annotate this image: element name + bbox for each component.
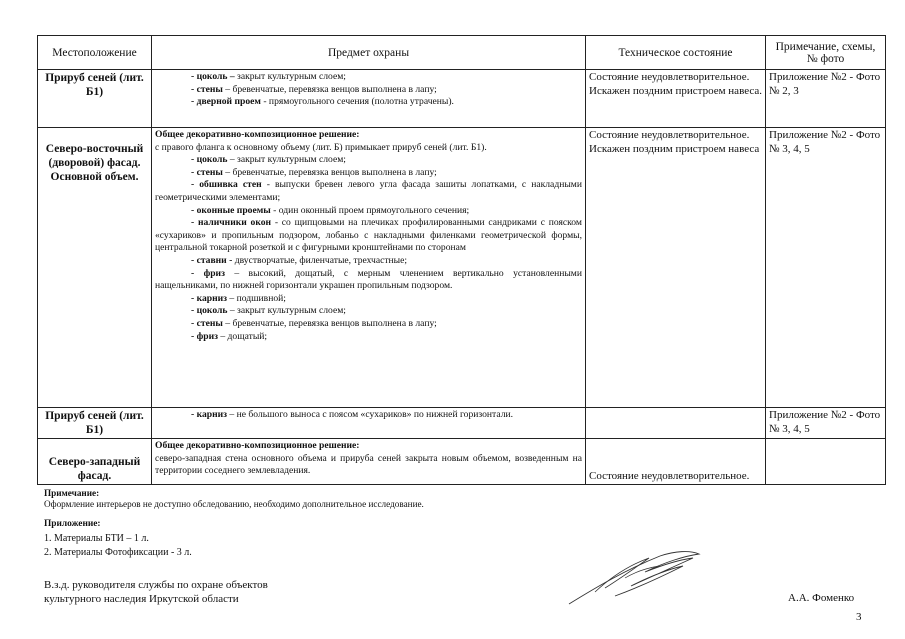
subject-term: - наличники окон — [191, 217, 272, 229]
subject-line — [155, 331, 582, 344]
handwritten-signature — [565, 548, 705, 608]
subject-text: - выпуски бревен левого угла фасада зашиты лопатками, с накладными геометрическими элементами; — [155, 179, 582, 203]
subject-term: Общее декоративно-композиционное решение: — [155, 129, 360, 140]
location-text: Прируб сеней (лит. Б1) — [45, 410, 144, 436]
subject-text: – подшивной; — [227, 292, 286, 304]
header-note: Примечание, схемы, № фото — [766, 36, 886, 70]
signatory-position-line: В.з.д. руководителя службы по охране объектов — [44, 579, 268, 591]
subject-text: – закрыт культурным слоем; — [227, 305, 346, 317]
location-text: Прируб сеней (лит. Б1) — [45, 72, 144, 98]
page-number: 3 — [856, 611, 862, 623]
note-text: Приложение №2 - Фото № 2, 3 — [769, 71, 881, 97]
subject-term: - ставни - — [191, 254, 233, 266]
cell-subject — [152, 439, 586, 485]
subject-line — [155, 217, 582, 255]
header-subject: Предмет охраны — [152, 36, 586, 70]
table-row — [38, 408, 886, 439]
condition-text: Искажен поздним пристроем навеса. — [589, 84, 763, 97]
location-text: Северо-восточный (дворовой) фасад. Основной объем. — [45, 143, 144, 183]
cell-subject — [152, 128, 586, 408]
subject-text: – бревенчатые, перевязка венцов выполнена в лапу; — [222, 83, 437, 95]
remark-block — [44, 488, 424, 509]
subject-line — [155, 440, 582, 453]
cell-condition — [586, 439, 766, 485]
cell-location — [38, 70, 152, 128]
subject-term: - стены — [191, 83, 223, 95]
subject-line — [155, 129, 582, 142]
cell-subject — [152, 408, 586, 439]
subject-line — [155, 293, 582, 306]
subject-line — [155, 179, 582, 204]
subject-term: - цоколь — [191, 305, 228, 317]
subject-line — [155, 84, 582, 97]
subject-text: – закрыт культурным слоем; — [227, 154, 346, 166]
subject-text: - прямоугольного сечения (полотна утрачены). — [260, 96, 454, 108]
subject-term: - фриз — [191, 330, 218, 342]
subject-term: - дверной проем — [191, 96, 261, 108]
cell-condition — [586, 128, 766, 408]
location-text: Северо-западный фасад. — [48, 456, 141, 482]
subject-line — [155, 305, 582, 318]
cell-condition — [586, 408, 766, 439]
subject-text: – бревенчатые, перевязка венцов выполнена в лапу; — [222, 166, 437, 178]
subject-term: - фриз — [191, 267, 225, 279]
subject-text: с правого фланга к основному объему (лит. Б) примыкает прируб сеней (лит. Б1). — [155, 141, 487, 153]
subject-line — [155, 453, 582, 478]
signatory-name: А.А. Фоменко — [788, 592, 855, 604]
note-text: Приложение №2 - Фото № 3, 4, 5 — [769, 409, 881, 435]
subject-line — [155, 268, 582, 293]
table-header-row — [38, 36, 886, 70]
subject-term: - цоколь – — [191, 71, 235, 82]
subject-text: закрыт культурным слоем; — [234, 71, 346, 82]
signatory-position — [44, 578, 268, 606]
table-body — [38, 70, 886, 485]
condition-text: Состояние неудовлетворительное. — [589, 469, 750, 482]
subject-line — [155, 142, 582, 155]
subject-term: - оконные проемы — [191, 204, 271, 216]
cell-note — [766, 408, 886, 439]
cell-note — [766, 439, 886, 485]
cell-note — [766, 70, 886, 128]
subject-term: Общее декоративно-композиционное решение: — [155, 440, 360, 451]
subject-text: двустворчатые, филенчатые, трехчастные; — [232, 254, 408, 266]
subject-text: - со щипцовыми на плечиках профилированными сандриками с пояском «сухариков» и пропильным подзором, лобаньо с накладными филенками геометрической формы, центральной токарной розеткой и с фигурными кронштейнами по сторонам — [155, 217, 582, 254]
cell-location — [38, 128, 152, 408]
subject-line — [155, 205, 582, 218]
subject-text: - один оконный проем прямоугольного сечения; — [270, 204, 470, 216]
cell-condition — [586, 70, 766, 128]
table-row — [38, 70, 886, 128]
header-location: Местоположение — [38, 36, 152, 70]
appendix-block — [44, 519, 192, 560]
subject-term: - обшивка стен — [191, 179, 262, 191]
subject-line — [155, 154, 582, 167]
subject-term: - стены — [191, 166, 223, 178]
subject-line — [155, 167, 582, 180]
appendix-item: 2. Материалы Фотофиксации - 3 л. — [44, 547, 192, 558]
condition-text: Состояние неудовлетворительное. — [589, 71, 750, 83]
subject-line — [155, 255, 582, 268]
subject-text: – дощатый; — [217, 330, 268, 342]
subject-term: - карниз — [191, 292, 228, 304]
subject-text: северо-западная стена основного объема и прируба сеней закрыта новым объемом, возведенным на территории соседнего землевладения. — [155, 452, 582, 477]
subject-text: – не большого выноса с поясом «сухариков» по нижней горизонтали. — [227, 409, 514, 420]
cell-subject — [152, 70, 586, 128]
protection-table — [37, 35, 886, 485]
subject-line — [155, 71, 582, 84]
subject-text: – высокий, дощатый, с мерным членением вертикально установленными нащельниками, по нижней горизонтали украшен пропильным подзором. — [155, 267, 582, 292]
appendix-title: Приложение: — [44, 519, 101, 529]
condition-text: Состояние неудовлетворительное. — [589, 129, 750, 141]
note-text: Приложение №2 - Фото № 3, 4, 5 — [769, 129, 881, 155]
cell-note — [766, 128, 886, 408]
remark-title: Примечание: — [44, 488, 100, 498]
cell-location — [38, 439, 152, 485]
subject-line — [155, 96, 582, 109]
header-condition: Техническое состояние — [586, 36, 766, 70]
subject-line — [155, 318, 582, 331]
subject-line — [155, 409, 582, 422]
subject-term: - стены — [191, 317, 223, 329]
remark-text: Оформление интерьеров не доступно обследованию, необходимо дополнительное исследование. — [44, 499, 424, 509]
condition-text: Искажен поздним пристроем навеса — [589, 142, 760, 155]
table-row — [38, 439, 886, 485]
subject-term: - карниз — [191, 409, 228, 420]
signatory-position-line: культурного наследия Иркутской области — [44, 593, 239, 605]
subject-term: - цоколь — [191, 154, 228, 166]
cell-location — [38, 408, 152, 439]
table-row — [38, 128, 886, 408]
subject-text: – бревенчатые, перевязка венцов выполнена в лапу; — [222, 317, 437, 329]
appendix-item: 1. Материалы БТИ – 1 л. — [44, 533, 149, 544]
